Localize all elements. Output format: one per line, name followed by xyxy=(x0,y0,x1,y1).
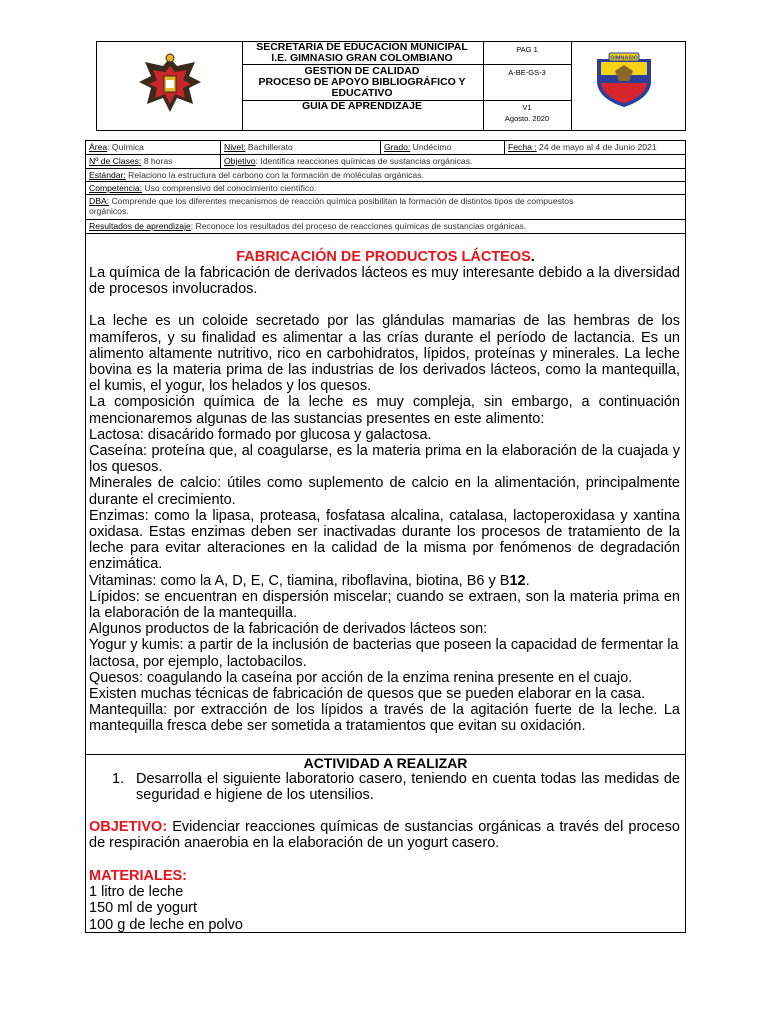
fecha-cell xyxy=(504,141,687,154)
blank-line xyxy=(89,297,680,313)
material-item: 1 litro de leche xyxy=(89,884,184,901)
dba-value-cont: orgánicos. xyxy=(89,206,129,216)
intro-paragraph: La química de la fabricación de derivados lácteos es muy interesante debido a la diversidad de procesos involucrados. xyxy=(89,265,680,298)
school-crest-logo xyxy=(135,52,205,118)
info-row xyxy=(86,141,685,155)
minerales-paragraph: Minerales de calcio: útiles como suplemento de calcio en la alimentación, principalmente durante el crecimiento. xyxy=(89,475,680,508)
institution-secretaria: SECRETARIA DE EDUCACION MUNICIPAL xyxy=(256,41,468,53)
area-value: : Química xyxy=(107,142,144,152)
info-row xyxy=(86,155,685,169)
logo-text: GIMNASIO xyxy=(610,55,638,62)
objetivo-value: : Identifica reacciones químicas de sustancias orgánicas. xyxy=(255,156,473,166)
objetivo-heading: OBJETIVO: xyxy=(89,819,168,835)
nivel-value: Bachillerato xyxy=(245,142,293,152)
info-row xyxy=(86,169,685,182)
section-title-text: FABRICACIÓN DE PRODUCTOS LÁCTEOS xyxy=(236,249,531,265)
header-divider xyxy=(571,42,572,130)
productos-paragraph: Algunos productos de la fabricación de derivados lácteos son: xyxy=(89,621,488,638)
objetivo-cell xyxy=(220,155,687,168)
competencia-cell xyxy=(86,182,687,194)
document-code: A-BE-GS-3 xyxy=(508,68,546,77)
class-info-table xyxy=(85,140,686,234)
materiales-heading: MATERIALES: xyxy=(89,868,188,884)
resultados-value: : Reconoce los resultados del proceso de reacciones químicas de sustancias orgánicas. xyxy=(190,221,527,231)
lipidos-paragraph: Lípidos: se encuentran en dispersión miscelar; cuando se extraen, son la materia prima en la elaboración de la mantequilla. xyxy=(89,588,680,622)
mantequilla-paragraph: Mantequilla: por extracción de los lípidos a través de la agitación fuerte de la leche. La mantequilla fresca debe ser sometida a tratamientos que evitan su oxidación. xyxy=(89,702,680,735)
vitamina-b12-number: 12 xyxy=(509,572,526,589)
lacteos-text xyxy=(89,265,680,735)
vitaminas-text: Vitaminas: como la A, D, E, C, tiamina, riboflavina, biotina, B6 y B xyxy=(89,572,510,589)
estandar-cell xyxy=(86,169,687,181)
section-title-lacteos xyxy=(85,249,686,265)
nivel-label: Nivel: xyxy=(224,142,246,152)
estandar-value: Relaciono la estructura del carbono con la formación de moléculas orgánicas. xyxy=(125,170,424,180)
resultados-label: Resultados de aprendizaje xyxy=(89,221,191,231)
info-row xyxy=(86,220,685,233)
quesos-paragraph: Quesos: coagulando la caseína por acción de la enzima renina presente en el cuajo. xyxy=(89,669,633,686)
clases-value: 8 horas xyxy=(141,156,173,166)
vitaminas-dot: . xyxy=(525,572,530,589)
materiales-list xyxy=(89,868,680,933)
guide-title: GUIA DE APRENDIZAJE xyxy=(302,100,422,112)
clases-label: Nº de Clases: xyxy=(89,156,142,166)
composicion-paragraph: La composición química de la leche es muy compleja, sin embargo, a continuación mencionaremos algunas de las sustancias presentes en este alimento: xyxy=(89,394,680,427)
activity-item-text: Desarrolla el siguiente laboratorio casero, teniendo en cuenta todas las medidas de seguridad e higiene de los utensilios. xyxy=(136,771,680,804)
resultados-cell xyxy=(86,220,687,233)
document-version: V1 xyxy=(522,103,532,112)
tecnicas-paragraph: Existen muchas técnicas de fabricación de quesos que se pueden elaborar en la casa. xyxy=(89,686,646,703)
page-number: PAG 1 xyxy=(516,45,538,54)
nivel-cell xyxy=(220,141,380,154)
caseina-paragraph: Caseína: proteína que, al coagularse, es la materia prima en la elaboración de la cuajada y los quesos. xyxy=(89,443,680,476)
info-row xyxy=(86,195,685,220)
lactosa-paragraph: Lactosa: disacárido formado por glucosa y galactosa. xyxy=(89,426,432,443)
material-item: 100 g de leche en polvo xyxy=(89,916,243,933)
leche-paragraph: La leche es un coloide secretado por las glándulas mamarias de las hembras de los mamíferos, y su finalidad es alimentar a las crías durante el período de lactancia. Es un alimento altamente nutritivo, rico en carbohidratos, lípidos, proteínas y minerales. La leche bovina es la materia prima de las industrias de los derivados lácteos, como la mantequilla, el kumis, el yogur, los helados y los quesos. xyxy=(89,313,680,395)
fecha-label: Fecha : xyxy=(508,142,537,152)
document-date: Agosto. 2020 xyxy=(504,114,550,123)
enzimas-paragraph: Enzimas: como la lipasa, proteasa, fosfatasa alcalina, catalasa, lactoperoxidasa y xantina oxidasa. Estas enzimas deben ser inactivadas durante los procesos de tratamiento de la leche para evitar alteraciones en la calidad de la misma por fenómenos de degradación enzimática. xyxy=(89,507,680,573)
dba-value: Comprende que los diferentes mecanismos de reacción química posibilitan la formación de distintos tipos de compuestos xyxy=(109,196,574,206)
objetivo-label: Objetivo xyxy=(224,156,256,166)
objetivo-text: Evidenciar reacciones químicas de sustancias orgánicas a través del proceso de respiración anaerobia en la elaboración de un yogurt casero. xyxy=(89,819,680,852)
grado-label: Grado: xyxy=(384,142,411,152)
vitaminas-paragraph xyxy=(89,573,680,589)
section-title-dot: . xyxy=(530,249,535,265)
estandar-label: Estándar: xyxy=(89,170,126,180)
material-item: 150 ml de yogurt xyxy=(89,900,198,917)
gimnasio-logo xyxy=(589,51,659,109)
info-row xyxy=(86,182,685,195)
area-label: Área xyxy=(89,142,108,152)
quality-management: GESTION DE CALIDAD xyxy=(304,65,420,77)
document-header xyxy=(96,41,686,131)
dba-cell xyxy=(86,195,687,219)
yogur-paragraph: Yogur y kumis: a partir de la inclusión de bacterias que poseen la capacidad de fermentar la lactosa, por ejemplo, lactobacilos. xyxy=(89,637,679,670)
section-title-actividad: ACTIVIDAD A REALIZAR xyxy=(303,755,468,771)
institution-name: I.E. GIMNASIO GRAN COLOMBIANO xyxy=(271,52,453,64)
grado-cell xyxy=(380,141,504,154)
support-process-cont: EDUCATIVO xyxy=(331,87,393,99)
competencia-label: Competencia: xyxy=(89,183,143,193)
objetivo-paragraph xyxy=(89,819,680,851)
support-process: PROCESO DE APOYO BIBLIOGRÁFICO Y xyxy=(258,76,466,88)
clases-cell xyxy=(86,155,220,168)
dba-label: DBA: xyxy=(89,196,110,206)
area-cell xyxy=(86,141,220,154)
grado-value: Undécimo xyxy=(410,142,452,152)
competencia-value: Uso comprensivo del conocimiento científico. xyxy=(142,183,317,193)
activity-item-number: 1. xyxy=(112,771,125,787)
fecha-value: 24 de mayo al 4 de Junio 2021 xyxy=(536,142,657,152)
